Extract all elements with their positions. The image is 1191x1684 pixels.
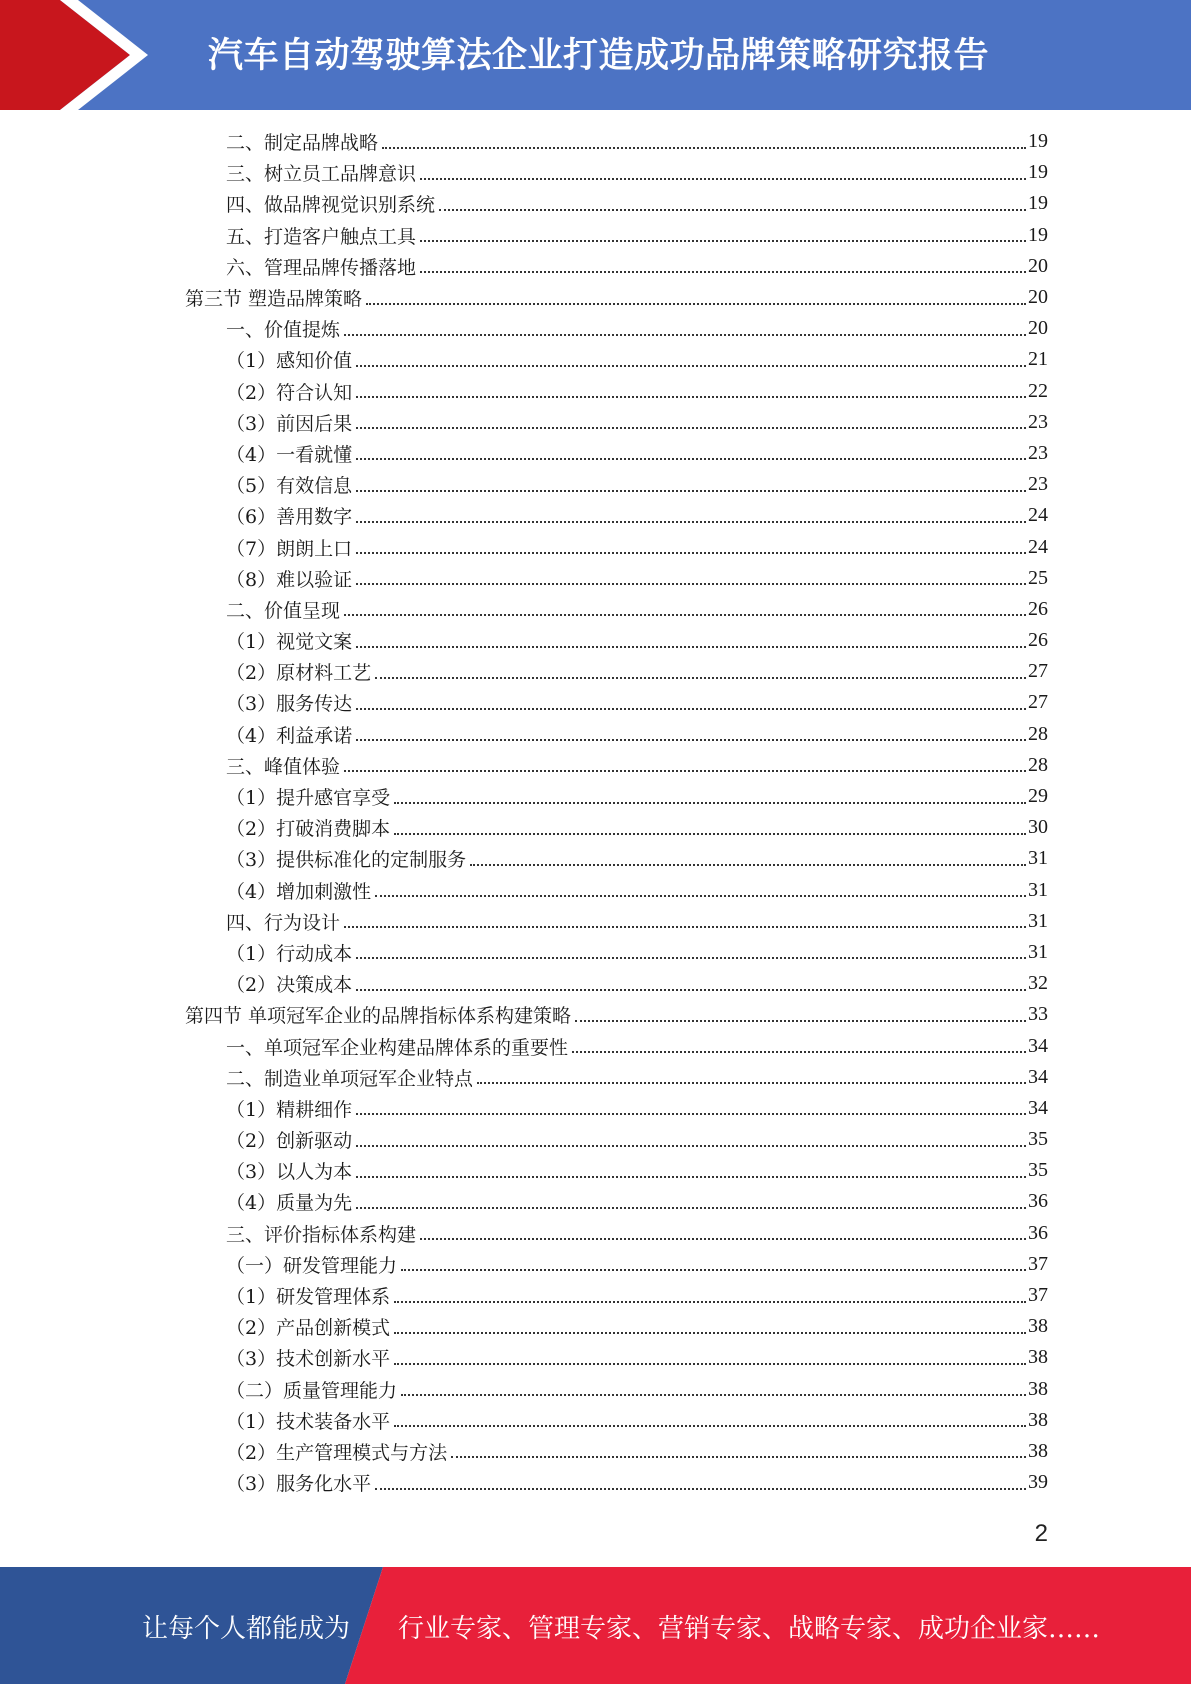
toc-entry-page: 34 xyxy=(1028,1034,1048,1057)
toc-entry-label: 三、峰值体验 xyxy=(226,755,341,778)
toc-entry[interactable] xyxy=(0,1062,1191,1093)
toc-dot-leader xyxy=(451,1456,1026,1458)
toc-entry-page: 23 xyxy=(1028,441,1048,464)
toc-entry[interactable] xyxy=(0,251,1191,282)
toc-dot-leader xyxy=(420,271,1026,273)
toc-entry-label: （1）行动成本 xyxy=(226,942,353,965)
toc-dot-leader xyxy=(356,365,1026,367)
toc-dot-leader xyxy=(382,147,1026,149)
toc-dot-leader xyxy=(477,1082,1026,1084)
toc-entry-label: 三、树立员工品牌意识 xyxy=(226,163,417,186)
toc-dot-leader xyxy=(356,1176,1026,1178)
toc-entry-label: （二）质量管理能力 xyxy=(226,1379,398,1402)
toc-entry[interactable] xyxy=(0,438,1191,469)
toc-dot-leader xyxy=(356,427,1026,429)
toc-entry[interactable] xyxy=(0,1218,1191,1249)
toc-dot-leader xyxy=(394,1332,1026,1334)
toc-entry-label: （2）生产管理模式与方法 xyxy=(226,1441,448,1464)
toc-entry-label: （1）精耕细作 xyxy=(226,1098,353,1121)
toc-entry-page: 31 xyxy=(1028,878,1048,901)
toc-dot-leader xyxy=(356,552,1026,554)
toc-entry-label: 四、做品牌视觉识别系统 xyxy=(226,194,436,217)
toc-entry-label: （一）研发管理能力 xyxy=(226,1254,398,1277)
toc-entry[interactable] xyxy=(0,1155,1191,1186)
toc-entry[interactable] xyxy=(0,344,1191,375)
toc-dot-leader xyxy=(375,895,1026,897)
toc-entry[interactable] xyxy=(0,1436,1191,1467)
toc-dot-leader xyxy=(356,708,1026,710)
toc-entry-page: 19 xyxy=(1028,223,1048,246)
toc-dot-leader xyxy=(344,770,1026,772)
toc-entry[interactable] xyxy=(0,875,1191,906)
footer-slogan-right: 行业专家、管理专家、营销专家、战略专家、成功企业家…… xyxy=(398,1614,1101,1644)
toc-entry-label: （1）提升感官享受 xyxy=(226,787,391,810)
toc-entry-label: 六、管理品牌传播落地 xyxy=(226,256,417,279)
toc-entry-page: 20 xyxy=(1028,317,1048,340)
toc-dot-leader xyxy=(439,209,1026,211)
toc-entry[interactable] xyxy=(0,1405,1191,1436)
toc-entry[interactable] xyxy=(0,781,1191,812)
toc-dot-leader xyxy=(366,303,1026,305)
toc-entry-page: 38 xyxy=(1028,1377,1048,1400)
toc-entry[interactable] xyxy=(0,1311,1191,1342)
toc-dot-leader xyxy=(356,458,1026,460)
toc-dot-leader xyxy=(356,739,1026,741)
toc-dot-leader xyxy=(344,926,1026,928)
toc-entry[interactable] xyxy=(0,126,1191,157)
toc-entry[interactable] xyxy=(0,1186,1191,1217)
toc-entry-label: 三、评价指标体系构建 xyxy=(226,1223,417,1246)
toc-entry-page: 36 xyxy=(1028,1221,1048,1244)
toc-entry-page: 35 xyxy=(1028,1128,1048,1151)
toc-entry-page: 37 xyxy=(1028,1252,1048,1275)
toc-entry-label: 二、制定品牌战略 xyxy=(226,132,379,155)
toc-entry[interactable] xyxy=(0,1124,1191,1155)
footer-slogan-left: 让每个人都能成为 xyxy=(142,1614,351,1644)
toc-entry-label: （3）前因后果 xyxy=(226,412,353,435)
toc-entry-page: 38 xyxy=(1028,1439,1048,1462)
toc-dot-leader xyxy=(356,1145,1026,1147)
toc-entry-page: 23 xyxy=(1028,473,1048,496)
header-banner xyxy=(0,0,1191,110)
toc-entry[interactable] xyxy=(0,968,1191,999)
toc-entry-label: （5）有效信息 xyxy=(226,475,353,498)
toc-entry[interactable] xyxy=(0,594,1191,625)
toc-entry[interactable] xyxy=(0,750,1191,781)
toc-entry-label: 第三节 塑造品牌策略 xyxy=(185,288,363,311)
toc-entry-label: （1）感知价值 xyxy=(226,350,353,373)
toc-entry-page: 29 xyxy=(1028,785,1048,808)
toc-entry-page: 38 xyxy=(1028,1346,1048,1369)
toc-entry-label: 一、单项冠军企业构建品牌体系的重要性 xyxy=(226,1036,569,1059)
toc-dot-leader xyxy=(356,646,1026,648)
toc-dot-leader xyxy=(394,802,1026,804)
toc-dot-leader xyxy=(356,396,1026,398)
toc-entry-page: 31 xyxy=(1028,909,1048,932)
toc-entry-page: 34 xyxy=(1028,1096,1048,1119)
toc-entry-page: 31 xyxy=(1028,940,1048,963)
toc-entry[interactable] xyxy=(0,1374,1191,1405)
toc-entry-label: （4）一看就懂 xyxy=(226,443,353,466)
toc-entry-page: 25 xyxy=(1028,566,1048,589)
toc-entry[interactable] xyxy=(0,999,1191,1030)
toc-entry-label: （3）技术创新水平 xyxy=(226,1348,391,1371)
toc-entry[interactable] xyxy=(0,1249,1191,1280)
toc-dot-leader xyxy=(394,1425,1026,1427)
toc-entry-page: 35 xyxy=(1028,1159,1048,1182)
toc-dot-leader xyxy=(470,864,1026,866)
toc-dot-leader xyxy=(394,833,1026,835)
toc-dot-leader xyxy=(356,1207,1026,1209)
toc-entry-label: 五、打造客户触点工具 xyxy=(226,225,417,248)
toc-dot-leader xyxy=(344,614,1026,616)
toc-entry-label: （2）打破消费脚本 xyxy=(226,818,391,841)
toc-entry-label: （3）以人为本 xyxy=(226,1161,353,1184)
toc-entry-label: （7）朗朗上口 xyxy=(226,537,353,560)
toc-entry-page: 36 xyxy=(1028,1190,1048,1213)
toc-entry-page: 19 xyxy=(1028,192,1048,215)
toc-entry-label: （3）服务化水平 xyxy=(226,1473,372,1496)
toc-dot-leader xyxy=(394,1363,1026,1365)
table-of-contents xyxy=(0,126,1191,1498)
toc-entry-page: 27 xyxy=(1028,691,1048,714)
toc-entry-page: 23 xyxy=(1028,410,1048,433)
footer-banner xyxy=(0,1567,1191,1684)
toc-dot-leader xyxy=(575,1020,1026,1022)
toc-entry-label: （2）决策成本 xyxy=(226,974,353,997)
toc-dot-leader xyxy=(375,1488,1026,1490)
toc-dot-leader xyxy=(356,989,1026,991)
toc-dot-leader xyxy=(356,1113,1026,1115)
toc-entry-label: （2）产品创新模式 xyxy=(226,1317,391,1340)
toc-entry-label: （2）原材料工艺 xyxy=(226,662,372,685)
toc-entry-page: 22 xyxy=(1028,379,1048,402)
toc-entry[interactable] xyxy=(0,906,1191,937)
toc-entry-label: （1）技术装备水平 xyxy=(226,1410,391,1433)
toc-entry-page: 26 xyxy=(1028,629,1048,652)
toc-entry-page: 34 xyxy=(1028,1065,1048,1088)
toc-dot-leader xyxy=(420,240,1026,242)
toc-entry-label: （2）创新驱动 xyxy=(226,1130,353,1153)
toc-entry[interactable] xyxy=(0,157,1191,188)
header-chevron-graphic xyxy=(0,0,160,110)
toc-entry-label: （4）增加刺激性 xyxy=(226,880,372,903)
toc-dot-leader xyxy=(375,677,1026,679)
toc-entry[interactable] xyxy=(0,407,1191,438)
toc-entry[interactable] xyxy=(0,1093,1191,1124)
toc-entry-page: 32 xyxy=(1028,972,1048,995)
toc-entry-page: 20 xyxy=(1028,286,1048,309)
toc-entry-label: （4）质量为先 xyxy=(226,1192,353,1215)
toc-entry[interactable] xyxy=(0,313,1191,344)
toc-entry[interactable] xyxy=(0,376,1191,407)
toc-entry[interactable] xyxy=(0,843,1191,874)
toc-entry-page: 38 xyxy=(1028,1408,1048,1431)
toc-entry-page: 37 xyxy=(1028,1284,1048,1307)
toc-dot-leader xyxy=(356,490,1026,492)
toc-dot-leader xyxy=(401,1394,1026,1396)
toc-entry[interactable] xyxy=(0,1467,1191,1498)
toc-entry[interactable] xyxy=(0,469,1191,500)
toc-entry-label: （2）符合认知 xyxy=(226,381,353,404)
toc-entry-label: 一、价值提炼 xyxy=(226,319,341,342)
document-title: 汽车自动驾驶算法企业打造成功品牌策略研究报告 xyxy=(208,36,990,76)
toc-entry-page: 30 xyxy=(1028,816,1048,839)
toc-entry-label: （8）难以验证 xyxy=(226,568,353,591)
toc-entry-page: 24 xyxy=(1028,535,1048,558)
toc-entry-page: 24 xyxy=(1028,504,1048,527)
toc-entry[interactable] xyxy=(0,937,1191,968)
toc-entry[interactable] xyxy=(0,625,1191,656)
toc-entry-label: 第四节 单项冠军企业的品牌指标体系构建策略 xyxy=(185,1005,572,1028)
toc-dot-leader xyxy=(344,334,1026,336)
toc-entry-label: （3）服务传达 xyxy=(226,693,353,716)
toc-entry-label: 二、制造业单项冠军企业特点 xyxy=(226,1067,474,1090)
toc-entry[interactable] xyxy=(0,1030,1191,1061)
toc-entry-page: 33 xyxy=(1028,1003,1048,1026)
toc-dot-leader xyxy=(401,1269,1026,1271)
toc-dot-leader xyxy=(356,583,1026,585)
toc-entry-page: 38 xyxy=(1028,1315,1048,1338)
toc-entry[interactable] xyxy=(0,812,1191,843)
page-number: 2 xyxy=(1034,1520,1048,1547)
toc-entry-label: （6）善用数字 xyxy=(226,506,353,529)
toc-entry-label: 二、价值呈现 xyxy=(226,599,341,622)
toc-entry[interactable] xyxy=(0,687,1191,718)
toc-entry-page: 31 xyxy=(1028,847,1048,870)
toc-entry[interactable] xyxy=(0,1342,1191,1373)
toc-entry-page: 39 xyxy=(1028,1471,1048,1494)
toc-entry-page: 20 xyxy=(1028,254,1048,277)
toc-entry-label: 四、行为设计 xyxy=(226,911,341,934)
toc-entry-page: 28 xyxy=(1028,753,1048,776)
toc-entry[interactable] xyxy=(0,500,1191,531)
toc-dot-leader xyxy=(420,1238,1026,1240)
toc-dot-leader xyxy=(572,1051,1026,1053)
toc-dot-leader xyxy=(356,957,1026,959)
toc-entry-page: 26 xyxy=(1028,597,1048,620)
toc-entry-page: 28 xyxy=(1028,722,1048,745)
toc-entry[interactable] xyxy=(0,188,1191,219)
toc-entry-page: 19 xyxy=(1028,161,1048,184)
toc-entry-label: （1）视觉文案 xyxy=(226,631,353,654)
toc-entry[interactable] xyxy=(0,656,1191,687)
toc-entry[interactable] xyxy=(0,220,1191,251)
toc-entry[interactable] xyxy=(0,282,1191,313)
toc-entry-page: 19 xyxy=(1028,130,1048,153)
toc-entry-label: （1）研发管理体系 xyxy=(226,1286,391,1309)
toc-entry[interactable] xyxy=(0,719,1191,750)
toc-dot-leader xyxy=(394,1301,1026,1303)
toc-dot-leader xyxy=(420,178,1026,180)
toc-dot-leader xyxy=(356,521,1026,523)
toc-entry-page: 21 xyxy=(1028,348,1048,371)
toc-entry-page: 27 xyxy=(1028,660,1048,683)
toc-entry[interactable] xyxy=(0,563,1191,594)
toc-entry-label: （3）提供标准化的定制服务 xyxy=(226,849,467,872)
toc-entry-label: （4）利益承诺 xyxy=(226,724,353,747)
toc-entry[interactable] xyxy=(0,531,1191,562)
toc-entry[interactable] xyxy=(0,1280,1191,1311)
